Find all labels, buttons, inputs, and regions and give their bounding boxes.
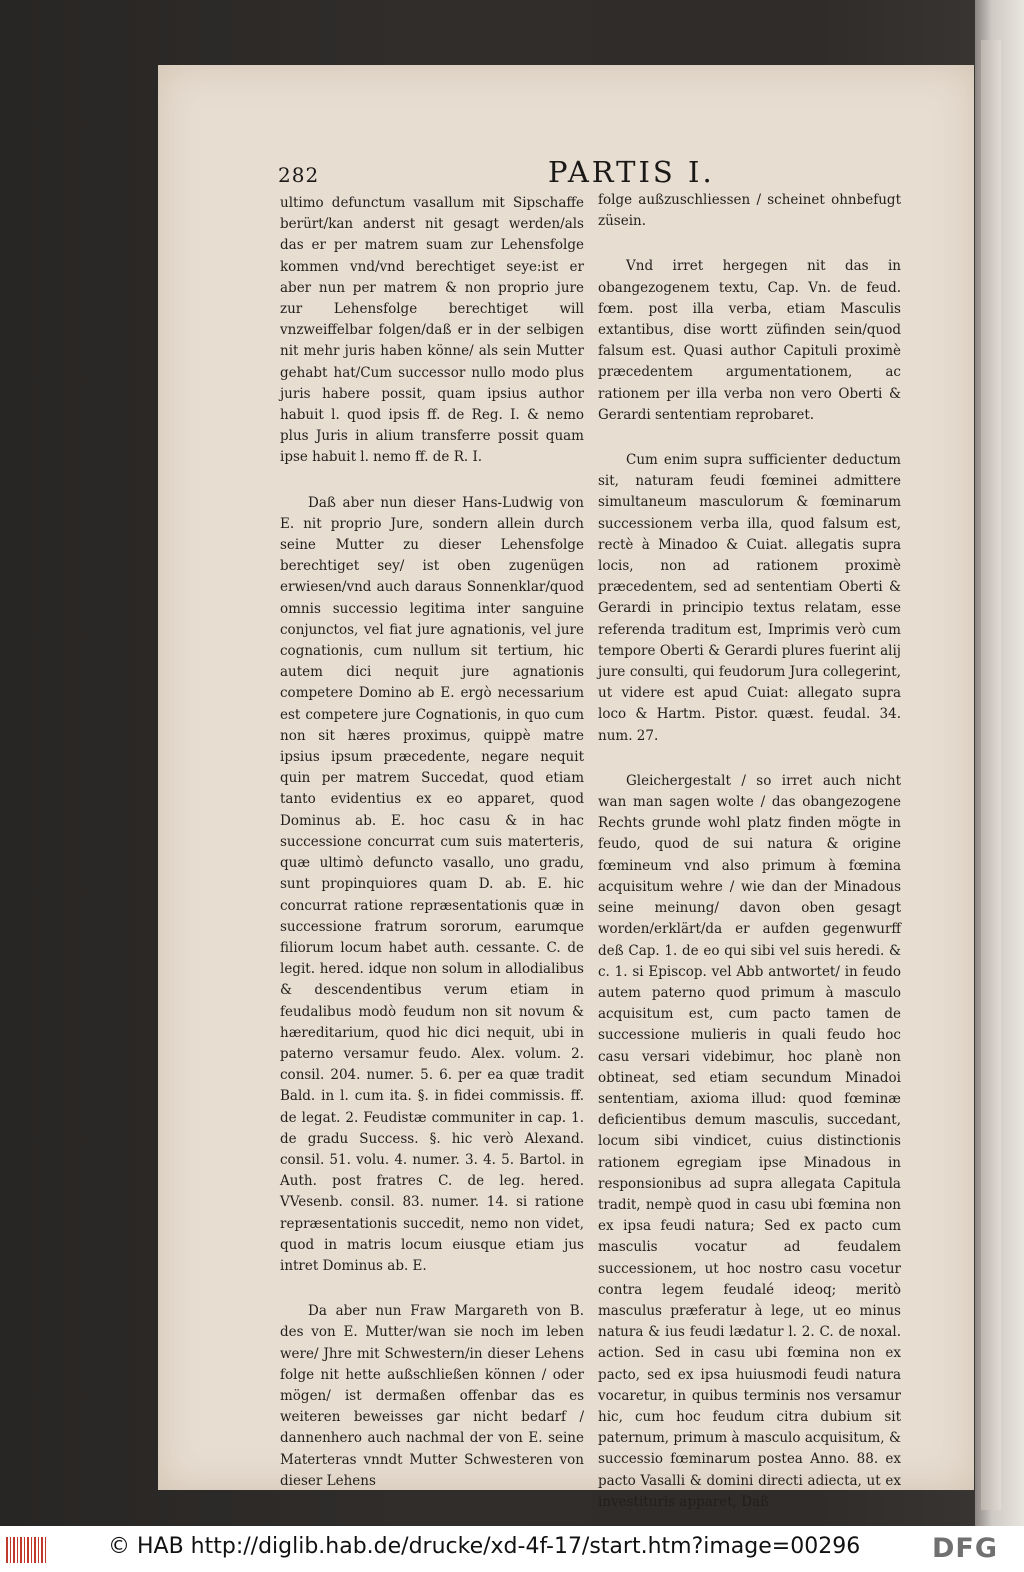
right-paragraph-2: Vnd irret hergegen nit das in obangezogenem textu, Cap. Vn. de feud. fœm. post illa verba, etiam Masculis extantibus, dise wortt züfinden sein/quod falsum est. Quasi author Capituli proximè præcedentem argumentationem, ac rationem per illa verba non vero Oberti & Gerardi sententiam reprobaret. xyxy=(598,258,901,423)
left-paragraph-3: Da aber nun Fraw Margareth von B. des von E. Mutter/wan sie noch im leben were/ Jhre mit Schwestern/in dieser Lehens folge nit hette außschließen können / oder mögen/ ist dermaßen offenbar das es weiteren beweisses gar nicht bedarf / dannenhero auch nachmal der von E. seine Materteras vnndt Mutter Schwesteren von dieser Lehens xyxy=(280,1303,584,1489)
running-title: PARTIS I. xyxy=(548,155,715,189)
book-page xyxy=(158,65,974,1510)
right-text-column xyxy=(598,190,901,1513)
right-paragraph-1: folge außzuschliessen / scheinet ohnbefugt züsein. xyxy=(598,192,901,230)
left-paragraph-2: Daß aber nun dieser Hans-Ludwig von E. nit proprio Jure, sondern allein durch seine Mutter zu dieser Lehensfolge berechtiget sey/ ist oben zugenügen erwiesen/vnd auch daraus Sonnenklar/quod omnis successio legitima inter sanguine conjunctos, vel fiat jure agnationis, vel jure cognationis, cum nullum sit tertium, hic autem dici nequit jure agnationis competere Domino ab E. ergò necessarium est competere jure Cognationis, in quo cum non sit hæres proximus, quippè matre ipsius ipsum præcedente, negare nequit quin per matrem Succedat, quod etiam tanto evidentius ex eo apparet, quod Dominus ab. E. hoc casu & in hac successione concurrat cum suis materteris, quæ ultimò defuncto vasallo, uno gradu, sunt propinquiores quam D. ab. E. hic concurrat ratione repræsentationis quæ in successione fratrum sororum, earumque filiorum locum habet auth. cessante. C. de legit. hered. idque non solum in allodialibus & descendentibus verum etiam in feudalibus modò feudum non sit novum & hæreditarium, quod hic dici nequit, ubi in paterno versamur feudo. Alex. volum. 2. consil. 204. numer. 5. 6. per ea quæ tradit Bald. in l. cum ita. §. in fidei commissis. ff. de legat. 2. Feudistæ communiter in cap. 1. de gradu Success. §. hic verò Alexand. consil. 51. volu. 4. numer. 3. 4. 5. Bartol. in Auth. post fratres C. de leg. hered. VVesenb. consil. 83. numer. 14. si ratione repræsentationis succedit, nemo non videt, quod in matris locum eiusque etiam jus intret Dominus ab. E. xyxy=(280,494,584,1274)
dfg-logo: DFG xyxy=(932,1533,999,1564)
facing-page-edge xyxy=(975,0,1024,1526)
right-paragraph-3: Cum enim supra sufficienter deductum sit, naturam feudi fœminei admittere simultaneum masculorum & fœminarum successionem verba illa, quod falsum est, rectè à Minadoo & Cuiat. allegatis supra locis, non ad rationem proximè præcedentem, sed ad sententiam Oberti & Gerardi in principio textus relatam, esse referenda traditum est, Imprimis verò cum tempore Oberti & Gerardi plures fuerint alij jure consulti, qui feudorum Jura collegerint, ut videre est apud Cuiat: allegato supra loco & Hartm. Pistor. quæst. feudal. 34. num. 27. xyxy=(598,452,901,744)
viewer-footer xyxy=(0,1526,1024,1572)
source-link[interactable]: © HAB http://diglib.hab.de/drucke/xd-4f-17/start.htm?image=00296 xyxy=(108,1534,861,1559)
barcode-icon xyxy=(6,1537,46,1563)
right-paragraph-4: Gleichergestalt / so irret auch nicht wan man sagen wolte / das obangezogene Rechts grunde wohl platz finden mögte in feudo, quod de sui natura & origine fœmineum vnd also primum à fœmina acquisitum wehre / wie dan der Minadous seine meinung/ davon oben gesagt worden/erklärt/da er aufden gegenwurff deß Cap. 1. de eo qui sibi vel suis heredi. & c. 1. si Episcop. vel Abb antwortet/ in feudo autem paterno quod primum à masculo acquisitum est, cum pacto tamen de successione mulieris in quali feudo hoc casu versari videbimur, hoc planè non obtineat, sed etiam secundum Minadoi sententiam, axioma illud: quod fœminæ deficientibus demum masculis, succedant, locum sibi vindicet, cuius distinctionis rationem egregiam ipse Minadous in responsionibus ad supra allegata Capitula tradit, nempè quod in casu ubi fœmina non ex ipsa feudi natura; Sed ex pacto cum masculis vocatur ad feudalem successionem, ut hoc nostro casu vocetur contra legem feudalé ideoq; meritò masculus præferatur à lege, ut eo minus natura & ius feudi lædatur l. 2. C. de noxal. action. Sed in casu ubi fœmina non ex pacto, sed ex ipsa huiusmodi feudi natura vocaretur, in quibus terminis nos versamur hic, cum hoc feudum citra dubium sit paternum, primum à masculo acquisitum, & successio fœminarum postea Anno. 88. ex pacto Vasalli & domini directi adiecta, ut ex investituris apparet, Daß xyxy=(598,772,901,1510)
left-paragraph-1: ultimo defunctum vasallum mit Sipschaffe berürt/kan anderst nit gesagt werden/als das er per matrem suam zur Lehensfolge kommen vnd/vnd berechtiget seye:ist er aber nun per matrem & non proprio jure zur Lehensfolge berechtiget will vnzweiffelbar folgen/daß er in der selbigen nit mehr juris haben könne/ als sein Mutter gehabt hat/Cum successor nullo modo plus juris habere possit, quam ipsius author habuit l. quod ipsis ff. de Reg. I. & nemo plus Juris in alium transferre possit quam ipse habuit l. nemo ff. de R. I. xyxy=(280,195,584,466)
page-number: 282 xyxy=(278,163,320,187)
page-spine xyxy=(981,40,1001,1510)
left-text-column xyxy=(280,193,584,1492)
